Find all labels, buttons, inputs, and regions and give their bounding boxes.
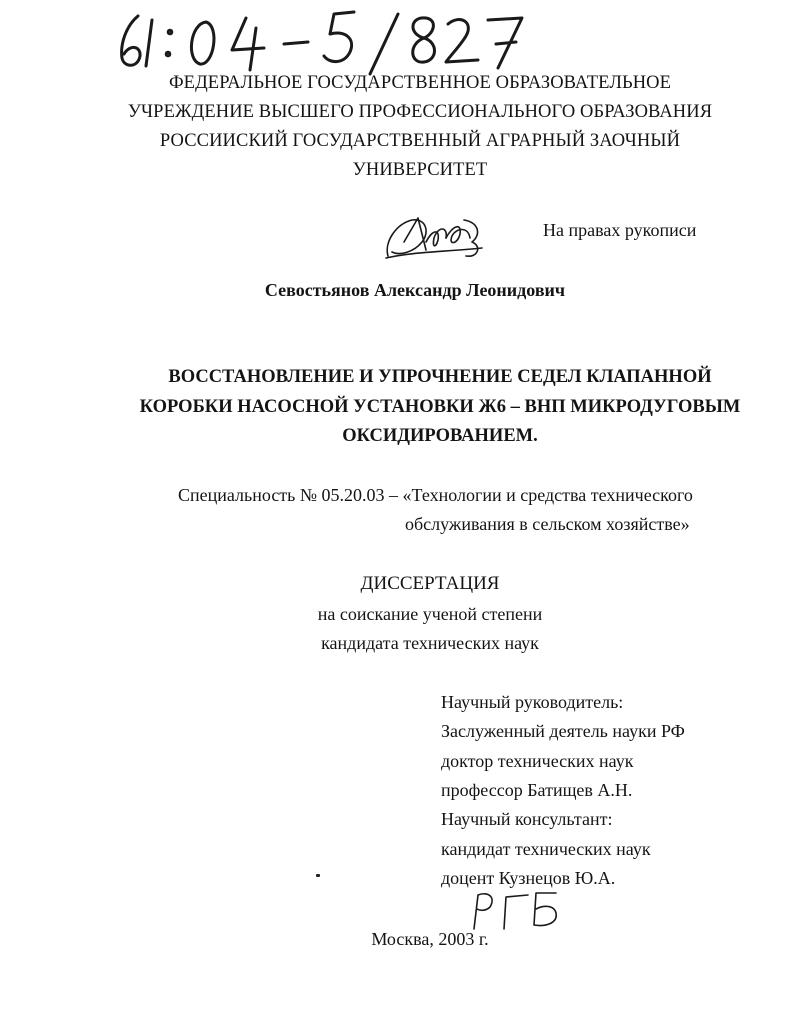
- manuscript-rights-note: На правах рукописи: [543, 220, 697, 240]
- ink-speck: [316, 874, 320, 877]
- degree-line: на соискание ученой степени: [317, 604, 543, 624]
- advisor-line: Заслуженный деятель науки РФ: [441, 721, 685, 741]
- specialty-line: обслуживания в сельском хозяйстве»: [405, 514, 690, 534]
- signature-drawing: [382, 212, 490, 264]
- organization-line: ФЕДЕРАЛЬНОЕ ГОСУДАРСТВЕННОЕ ОБРАЗОВАТЕЛЬНОЕ: [168, 73, 672, 93]
- handwritten-archive-code: [108, 4, 528, 76]
- degree-line: кандидата технических наук: [321, 633, 539, 653]
- dissertation-title-line: КОРОБКИ НАСОСНОЙ УСТАНОВКИ Ж6 – ВНП МИКРОДУГОВЫМ: [139, 397, 741, 417]
- dissertation-title-line: ОКСИДИРОВАНИЕМ.: [342, 426, 538, 446]
- organization-line: УЧРЕЖДЕНИЕ ВЫСШЕГО ПРОФЕССИОНАЛЬНОГО ОБРАЗОВАНИЯ: [127, 102, 713, 122]
- advisor-line: Научный руководитель:: [441, 692, 624, 712]
- advisor-line: доцент Кузнецов Ю.А.: [441, 868, 616, 888]
- city-year: Москва, 2003 г.: [371, 929, 489, 949]
- dissertation-title-line: ВОССТАНОВЛЕНИЕ И УПРОЧНЕНИЕ СЕДЕЛ КЛАПАННОЙ: [168, 367, 712, 387]
- library-mark-drawing: [466, 885, 566, 933]
- advisor-line: доктор технических наук: [441, 751, 634, 771]
- library-mark-stamp: [466, 885, 566, 933]
- handwritten-signature: [382, 212, 490, 264]
- specialty-line: Специальность № 05.20.03 – «Технологии и средства технического: [178, 485, 693, 505]
- author-name: Севостьянов Александр Леонидович: [264, 280, 566, 300]
- organization-line: РОССИИСКИЙ ГОСУДАРСТВЕННЫЙ АГРАРНЫЙ ЗАОЧНЫЙ: [159, 131, 681, 151]
- archive-code-drawing: [108, 4, 528, 76]
- advisor-line: Научный консультант:: [441, 809, 613, 829]
- organization-line: УНИВЕРСИТЕТ: [352, 160, 488, 180]
- advisor-line: кандидат технических наук: [441, 839, 651, 859]
- advisor-line: профессор Батищев А.Н.: [441, 780, 633, 800]
- document-type: ДИССЕРТАЦИЯ: [360, 573, 500, 594]
